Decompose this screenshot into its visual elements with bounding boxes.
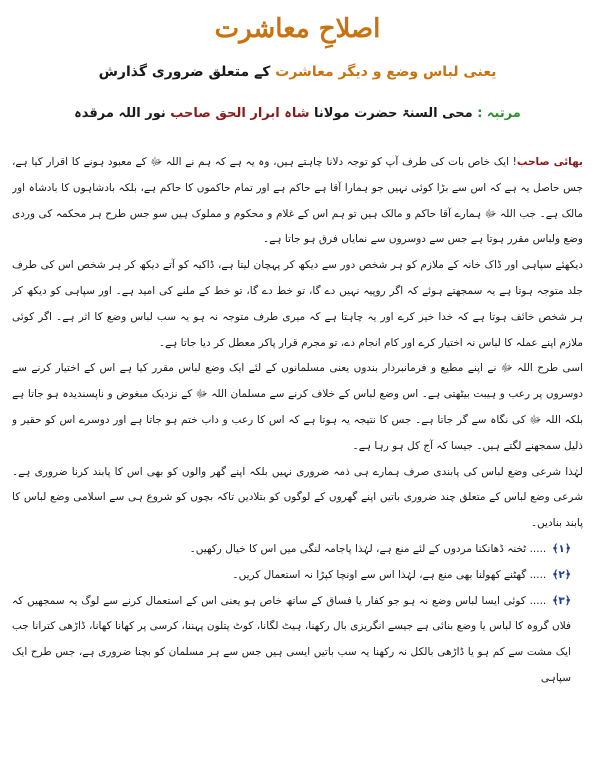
list-item-2: [12, 563, 583, 589]
page-title: اصلاحِ معاشرت: [214, 14, 381, 44]
credit-suffix: نور اللہ مرقدہ: [74, 106, 166, 121]
credit-name: شاہ ابرار الحق صاحب: [170, 106, 310, 121]
list-text: ..... ٹخنہ ڈھانکنا مردوں کے لئے منع ہے، لہٰذا پاجامہ لنگی میں اس کا خیال رکھیں۔: [189, 542, 547, 555]
list-item-3: [12, 589, 583, 692]
paragraph-text: اسی طرح اللہ ﷻ نے اپنے مطیع و فرمانبردار بندوں یعنی مسلمانوں کے لئے ایک وضع لباس مقرر کیا ہے اس کے اختیار کرنے سے دوسروں پر رعب و ہیبت بیٹھتی ہے۔ اس وضع لباس کے خلاف کرنے سے مسلمان اللہ ﷻ کے نزدیک مبغوض و ناپسندیدہ ہو جاتا ہے بلکہ اللہ ﷻ کی نگاہ سے گر جاتا ہے۔ جس کا نتیجہ یہ ہوتا ہے کہ اس کا رعب و داب ختم ہو جاتا ہے اور دوسرے اس کو حقیر و ذلیل سمجھنے لگتے ہیں۔ جیسا کہ آج کل ہو رہا ہے۔: [12, 362, 583, 452]
article-body: [12, 150, 583, 762]
author-credit: [0, 106, 595, 121]
paragraph-lead: بھائی صاحب: [516, 156, 583, 168]
credit-text: محی السنۃ حضرت مولانا: [314, 106, 473, 121]
paragraph-3: [12, 356, 583, 459]
paragraph-text: دیکھئے سپاہی اور ڈاک خانہ کے ملازم کو ہر شخص دور سے دیکھ کر پہچان لیتا ہے، ڈاکیہ کو آتے دیکھ کر ہر شخص اس کی طرف جلد متوجہ ہوتا ہے یہ سمجھتے ہوئے کہ اگر روپیہ نہیں دے گا، تو خط دے گا، تو خط کے ملنے کی امید ہے۔ اور سپاہی کو دیکھ کر ہر شخص خائف ہوتا ہے کہ خدا خیر کرے اور یہ چاہتا ہے کہ میری طرف متوجہ نہ ہو یہ سب لباس وضع کا اثر ہے۔ اگر کوئی ملازم اپنے عملہ کا لباس نہ اختیار کرے اور کام انجام دے، تو مجرم قرار پاکر معطل کر دیا جاتا ہے۔: [12, 259, 583, 349]
list-text: ..... گھٹنے کھولنا بھی منع ہے، لہٰذا اس سے اونچا کپڑا نہ استعمال کریں۔: [232, 568, 547, 581]
list-text: ..... کوئی ایسا لباس وضع نہ ہو جو کفار یا فساق کے ساتھ خاص ہو یعنی اس کے استعمال کرنے سے لوگ یہ سمجھیں کہ فلاں گروہ کا لباس یا وضع بنائی ہے جیسے انگریزی بال رکھنا، ہیٹ لگانا، کوٹ پتلون پہننا، کرسی پر کھانا کھانا، ڈاڑھی کترانا جب ایک مشت سے کم ہو یا ڈاڑھی بالکل نہ رکھنا یہ سب باتیں ایسی ہیں جس سے ہر مسلمان کو بچنا ضروری ہے، جس طرح ایک سپاہی: [12, 594, 571, 684]
paragraph-text: ! ایک خاص بات کی طرف آپ کو توجہ دلانا چاہتے ہیں، وہ یہ ہے کہ ہم نے اللہ ﷻ کے معبود ہونے کا اقرار کیا ہے، جس حاصل یہ ہے کہ اس سے بڑا کوئی نہیں جو ہمارا آقا ہے حاکم ہے اور تمام حاکموں کا حاکم ہے، بلکہ بادشاہوں کا بادشاہ اور مالک ہے۔ جب اللہ ﷻ ہمارے آقا حاکم و مالک ہیں تو ہم اس کے غلام و محکوم و مملوک ہیں سو جس طرح ہر محکمہ کی وردی وضع ولباس مقرر ہوتا ہے جس سے دوسروں سے نمایاں فرق ہو جاتا ہے۔: [12, 156, 583, 246]
paragraph-2: [12, 253, 583, 356]
paragraph-4: [12, 460, 583, 537]
paragraph-1: [12, 150, 583, 253]
list-item-1: [12, 537, 583, 563]
list-number: ﴿۳﴾: [552, 594, 571, 607]
paragraph-text: لہٰذا شرعی وضع لباس کی پابندی صرف ہمارے ہی ذمہ ضروری نہیں بلکہ اپنے گھر والوں کو بھی اس کا پابند کرنا ضروری ہے۔ شرعی وضع لباس کے متعلق چند ضروری باتیں اپنے گھروں کے لوگوں کو بتلادیں تاکہ بچوں کو شروع ہی سے اسلامی وضع لباس کا پابند بنادیں۔: [12, 465, 583, 530]
credit-label: مرتبہ :: [477, 106, 521, 121]
subtitle-part2: کے متعلق ضروری گذارش: [98, 64, 276, 80]
list-number: ﴿۲﴾: [552, 568, 571, 581]
page-subtitle: [0, 64, 595, 80]
subtitle-part1: یعنی لباس وضع و دیگر معاشرت: [275, 64, 497, 80]
list-number: ﴿۱﴾: [552, 542, 571, 555]
